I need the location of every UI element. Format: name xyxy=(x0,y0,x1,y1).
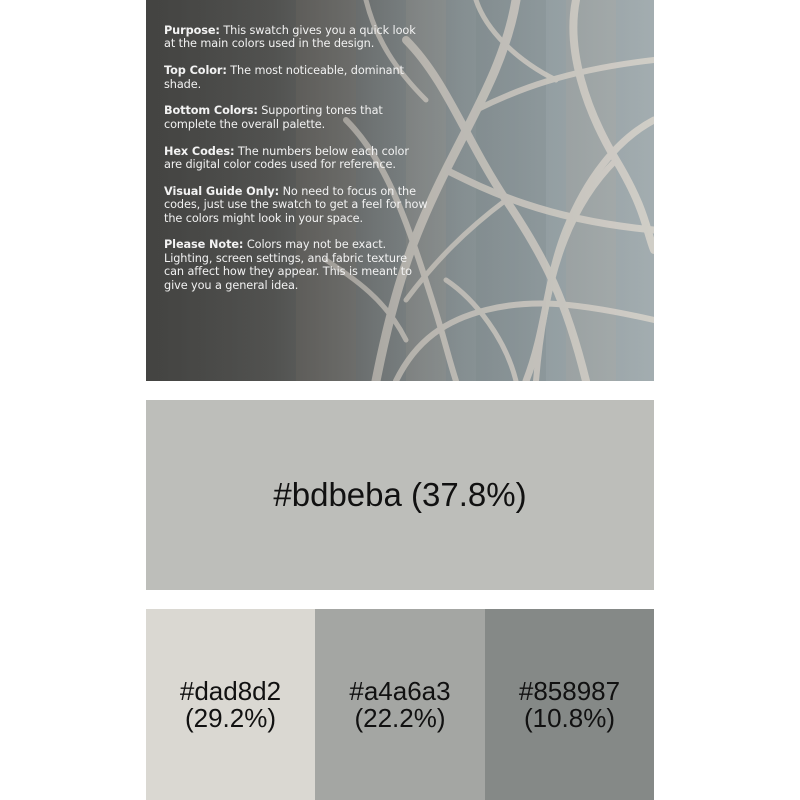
swatch-hex: #a4a6a3 xyxy=(349,675,451,706)
swatch-hex: #dad8d2 xyxy=(179,675,282,706)
top-swatch-percent: (37.8%) xyxy=(411,476,527,513)
info-visual-guide: Visual Guide Only: No need to focus on the codes, just use the swatch to get a feel for how the colors might look in your space. xyxy=(164,184,428,225)
swatch-percent: (10.8%) xyxy=(523,702,616,733)
fabric-texture-image xyxy=(146,0,654,381)
bottom-color-swatch-3 xyxy=(485,609,654,800)
info-text-block xyxy=(164,24,430,305)
top-swatch-hex: #bdbeba xyxy=(273,476,402,513)
top-color-swatch xyxy=(146,400,654,590)
info-please-note: Please Note: Colors may not be exact. Lighting, screen settings, and fabric texture can affect how they appear. This is meant to give you a general idea. xyxy=(164,238,412,292)
info-bottom-colors: Bottom Colors: Supporting tones that complete the overall palette. xyxy=(164,104,383,131)
swatch-hex: #858987 xyxy=(518,675,621,706)
info-hex-codes: Hex Codes: The numbers below each color are digital color codes used for reference. xyxy=(164,144,409,172)
swatch-percent: (22.2%) xyxy=(354,702,446,733)
bottom-color-swatch-1 xyxy=(146,609,315,800)
info-purpose: Purpose: This swatch gives you a quick look at the main colors used in the design. xyxy=(164,24,416,51)
swatch-percent: (29.2%) xyxy=(184,702,277,733)
bottom-color-swatch-2 xyxy=(315,609,485,800)
info-top-color: Top Color: The most noticeable, dominant shade. xyxy=(164,64,404,91)
